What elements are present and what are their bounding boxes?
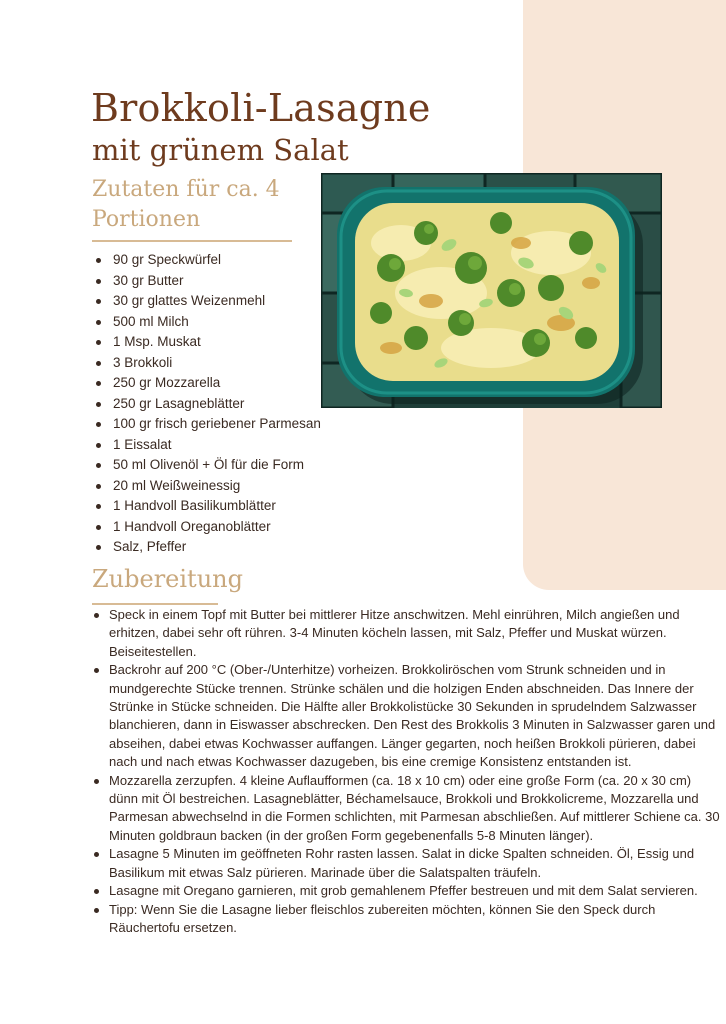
ingredient-item: 1 Msp. Muskat	[94, 332, 321, 353]
ingredient-item: 1 Handvoll Basilikumblätter	[94, 496, 321, 517]
ingredient-item: 90 gr Speckwürfel	[94, 250, 321, 271]
ingredient-item: 30 gr glattes Weizenmehl	[94, 291, 321, 312]
ingredient-item: 50 ml Olivenöl + Öl für die Form	[94, 455, 321, 476]
ingredient-item: 250 gr Lasagneblätter	[94, 394, 321, 415]
ingredient-item: 500 ml Milch	[94, 312, 321, 333]
ingredients-heading-underline	[92, 240, 292, 242]
ingredients-heading: Zutaten für ca. 4 Portionen	[92, 177, 280, 232]
recipe-title: Brokkoli-Lasagne	[91, 86, 431, 130]
ingredient-item: 1 Eissalat	[94, 435, 321, 456]
ingredient-item: 250 gr Mozzarella	[94, 373, 321, 394]
preparation-step: Mozzarella zerzupfen. 4 kleine Auflaufformen (ca. 18 x 10 cm) oder eine große Form (ca. 20 x 30 cm) dünn mit Öl bestreichen. Lasagneblätter, Béchamelsauce, Brokkoli und Brokkolicreme, Mozzarella und Parmesan abwechselnd in die Formen schlichten, mit Parmesan abschließen. Auf mittlerer Schiene ca. 30 Minuten goldbraun backen (in der großen Form gegebenenfalls 5-8 Minuten länger).	[92, 772, 720, 846]
preparation-steps-list	[92, 606, 720, 937]
preparation-step: Tipp: Wenn Sie die Lasagne lieber fleischlos zubereiten möchten, können Sie den Speck durch Räuchertofu ersetzen.	[92, 901, 720, 938]
preparation-step: Backrohr auf 200 °C (Ober-/Unterhitze) vorheizen. Brokkoliröschen vom Strunk schneiden und in mundgerechte Stücke trennen. Strünke schälen und die holzigen Enden abschneiden. Das Innere der Strünke in Stücke schneiden. Die Hälfte aller Brokkolistücke 30 Sekunden in sprudelndem Salzwasser blanchieren, dann in Eiswasser abschrecken. Den Rest des Brokkolis 3 Minuten in Salzwasser garen und abseihen, dabei etwas Kochwasser auffangen. Länger gegarten, noch heißen Brokkoli pürieren, dabei nach und nach etwas Kochwasser dazugeben, bis eine cremige Konsistenz entstanden ist.	[92, 661, 720, 771]
preparation-step: Speck in einem Topf mit Butter bei mittlerer Hitze anschwitzen. Mehl einrühren, Milch angießen und erhitzen, dabei sehr oft rühren. 3-4 Minuten köcheln lassen, mit Salz, Pfeffer und Muskat würzen. Beiseitestellen.	[92, 606, 720, 661]
ingredient-item: 1 Handvoll Oreganoblätter	[94, 517, 321, 538]
lasagne-dish-photo	[321, 173, 662, 408]
preparation-step: Lasagne mit Oregano garnieren, mit grob gemahlenem Pfeffer bestreuen und mit dem Salat servieren.	[92, 882, 720, 900]
ingredients-list	[94, 250, 321, 558]
ingredient-item: 20 ml Weißweinessig	[94, 476, 321, 497]
ingredient-item: Salz, Pfeffer	[94, 537, 321, 558]
recipe-subtitle: mit grünem Salat	[92, 133, 349, 167]
ingredient-item: 100 gr frisch geriebener Parmesan	[94, 414, 321, 435]
preparation-heading: Zubereitung	[92, 565, 243, 593]
ingredient-item: 30 gr Butter	[94, 271, 321, 292]
preparation-step: Lasagne 5 Minuten im geöffneten Rohr rasten lassen. Salat in dicke Spalten schneiden. Öl, Essig und Basilikum mit etwas Salz pürieren. Marinade über die Salatspalten träufeln.	[92, 845, 720, 882]
preparation-heading-underline	[92, 603, 218, 605]
ingredient-item: 3 Brokkoli	[94, 353, 321, 374]
